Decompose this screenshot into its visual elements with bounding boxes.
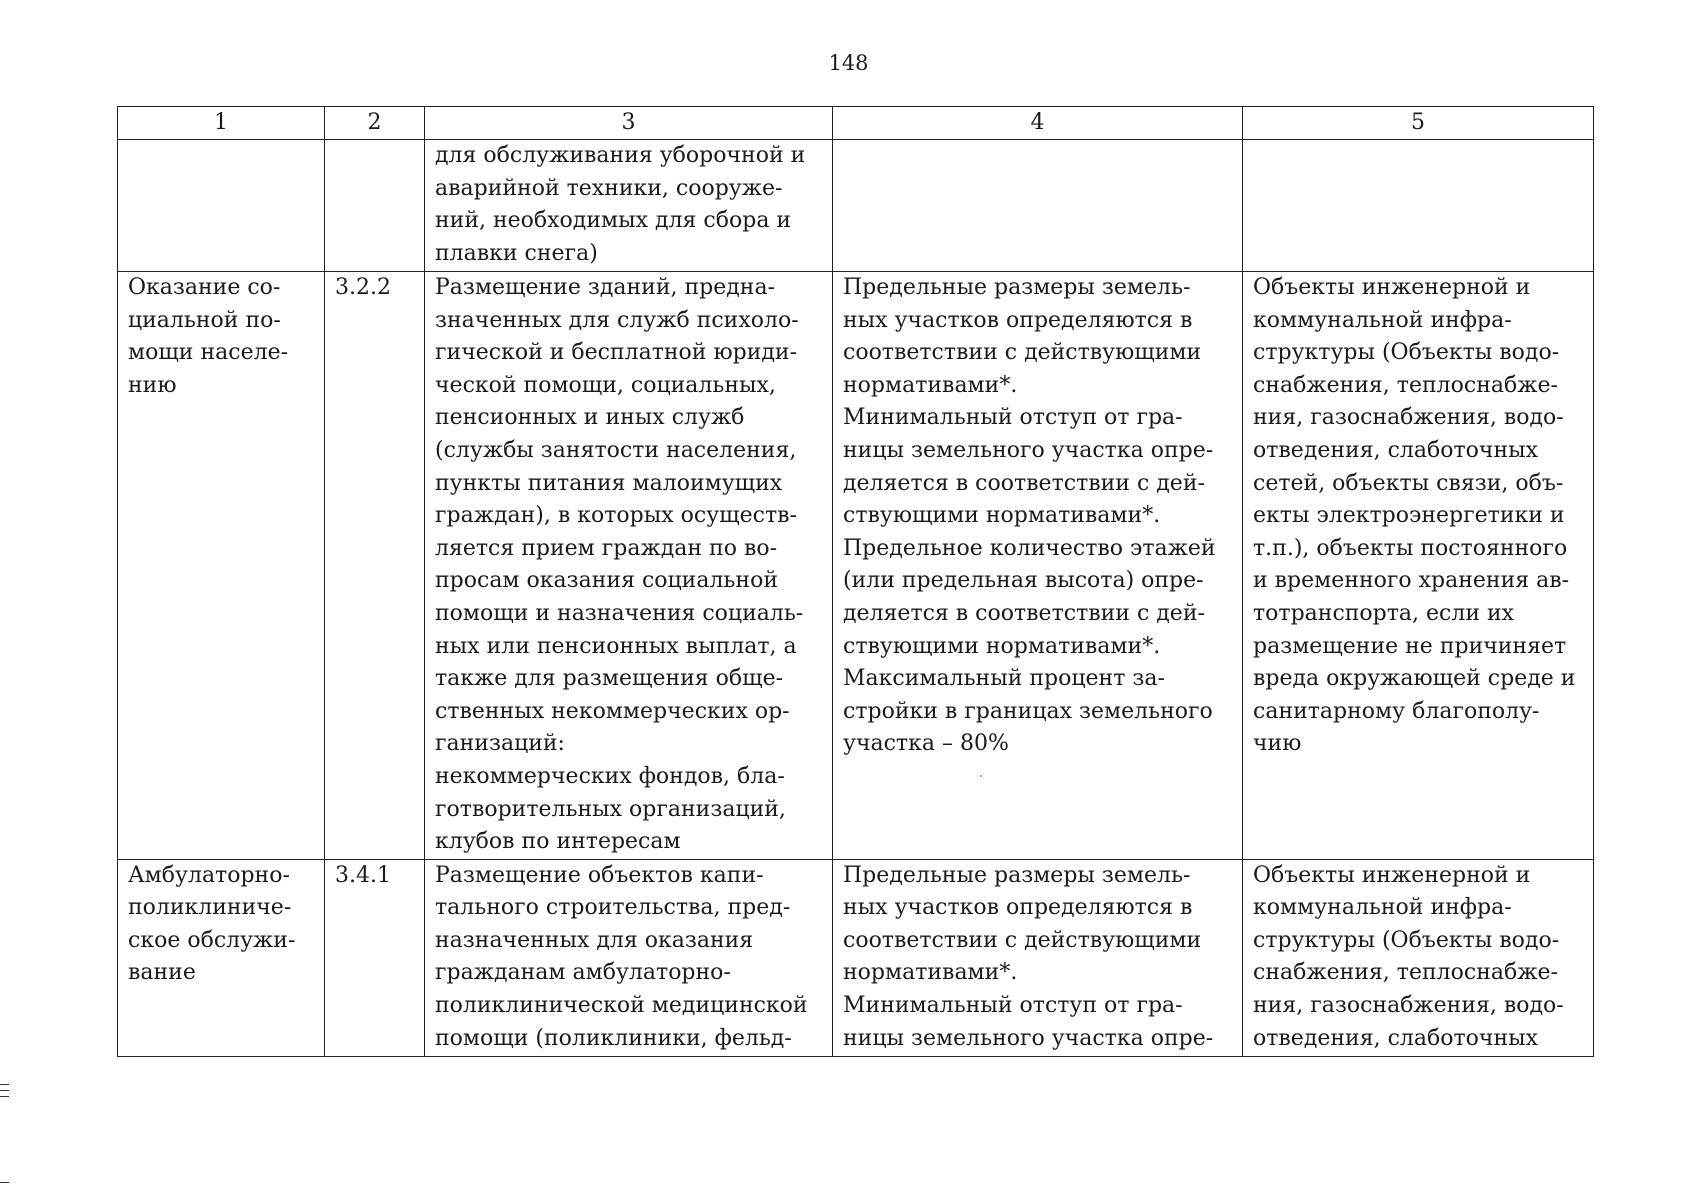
- header-cell-2: 2: [325, 107, 425, 140]
- description-cell: [425, 140, 833, 272]
- table-row: [118, 272, 1594, 860]
- header-cell-4: 4: [833, 107, 1243, 140]
- parameters-cell: [833, 859, 1243, 1056]
- cell-text: Амбулаторно- поликлиниче- ское обслужи- вание: [128, 862, 296, 986]
- margin-mark: [0, 1084, 9, 1085]
- margin-mark: [0, 1182, 9, 1183]
- use-name-cell: [118, 272, 325, 860]
- auxiliary-uses-cell: [1243, 859, 1594, 1056]
- parameters-cell: [833, 272, 1243, 860]
- description-cell: [425, 272, 833, 860]
- header-cell-3: 3: [425, 107, 833, 140]
- cell-text: 3.4.1: [335, 862, 391, 888]
- cell-text: Предельные размеры земель- ных участков определяются в соответствии с действующими нормативами*. Минимальный отступ от гра- ницы земельного участка опре-: [843, 862, 1214, 1051]
- cell-text: Размещение зданий, предна- значенных для служб психоло- гической и бесплатной юриди- ческой помощи, социальных, пенсионных и иных служб (службы занятости населения, пункты питания малоимущих граждан), в которых осуществ- ляется прием граждан по во- просам оказания социальной помощи и назначения социаль- ных или пенсионных выплат, а также для размещения обще- ственных некоммерческих ор- ганизаций: некоммерческих фондов, бла- готворительных организаций, клубов по интересам: [435, 275, 804, 855]
- auxiliary-uses-cell: [1243, 272, 1594, 860]
- margin-mark: [0, 1090, 9, 1091]
- description-cell: [425, 859, 833, 1056]
- parameters-cell: [833, 140, 1243, 272]
- cell-text: Оказание со- циальной по- мощи населе- нию: [128, 275, 289, 398]
- header-cell-5: 5: [1243, 107, 1594, 140]
- auxiliary-uses-cell: [1243, 140, 1594, 272]
- header-row: [118, 107, 1594, 140]
- table-row: [118, 140, 1594, 272]
- use-name-cell: [118, 140, 325, 272]
- page-number: 148: [828, 51, 869, 75]
- code-cell: [325, 140, 425, 272]
- code-cell: [325, 272, 425, 860]
- cell-text: Размещение объектов капи- тального строительства, пред- назначенных для оказания гражданам амбулаторно- поликлинической медицинской помощи (поликлиники, фельд-: [435, 862, 808, 1051]
- table-row: [118, 859, 1594, 1056]
- margin-mark: [0, 1096, 9, 1097]
- code-cell: [325, 859, 425, 1056]
- cell-text: для обслуживания уборочной и аварийной техники, сооруже- ний, необходимых для сбора и плавки снега): [435, 143, 806, 266]
- cell-text: Объекты инженерной и коммунальной инфра- структуры (Объекты водо- снабжения, теплоснабже- ния, газоснабжения, водо- отведения, слаботочных: [1253, 862, 1564, 1051]
- use-name-cell: [118, 859, 325, 1056]
- cell-text: Предельные размеры земель- ных участков определяются в соответствии с действующими нормативами*. Минимальный отступ от гра- ницы земельного участка опре- деляется в соответствии с дей- ствующими нормативами*. Предельное количество этажей (или предельная высота) опре- деляется в соответствии с дей- ствующими нормативами*. Максимальный процент за- стройки в границах земельного участка – 80%: [843, 275, 1216, 757]
- land-use-table: [117, 106, 1594, 1057]
- scan-speck: [980, 775, 982, 777]
- header-cell-1: 1: [118, 107, 325, 140]
- cell-text: Объекты инженерной и коммунальной инфра- структуры (Объекты водо- снабжения, теплоснабже- ния, газоснабжения, водо- отведения, слаботочных сетей, объекты связи, объ- екты электроэнергетики и т.п.), объекты постоянного и временного хранения ав- тотранспорта, если их размещение не причиняет вреда окружающей среде и санитарному благополу- чию: [1253, 275, 1576, 757]
- cell-text: 3.2.2: [335, 275, 391, 300]
